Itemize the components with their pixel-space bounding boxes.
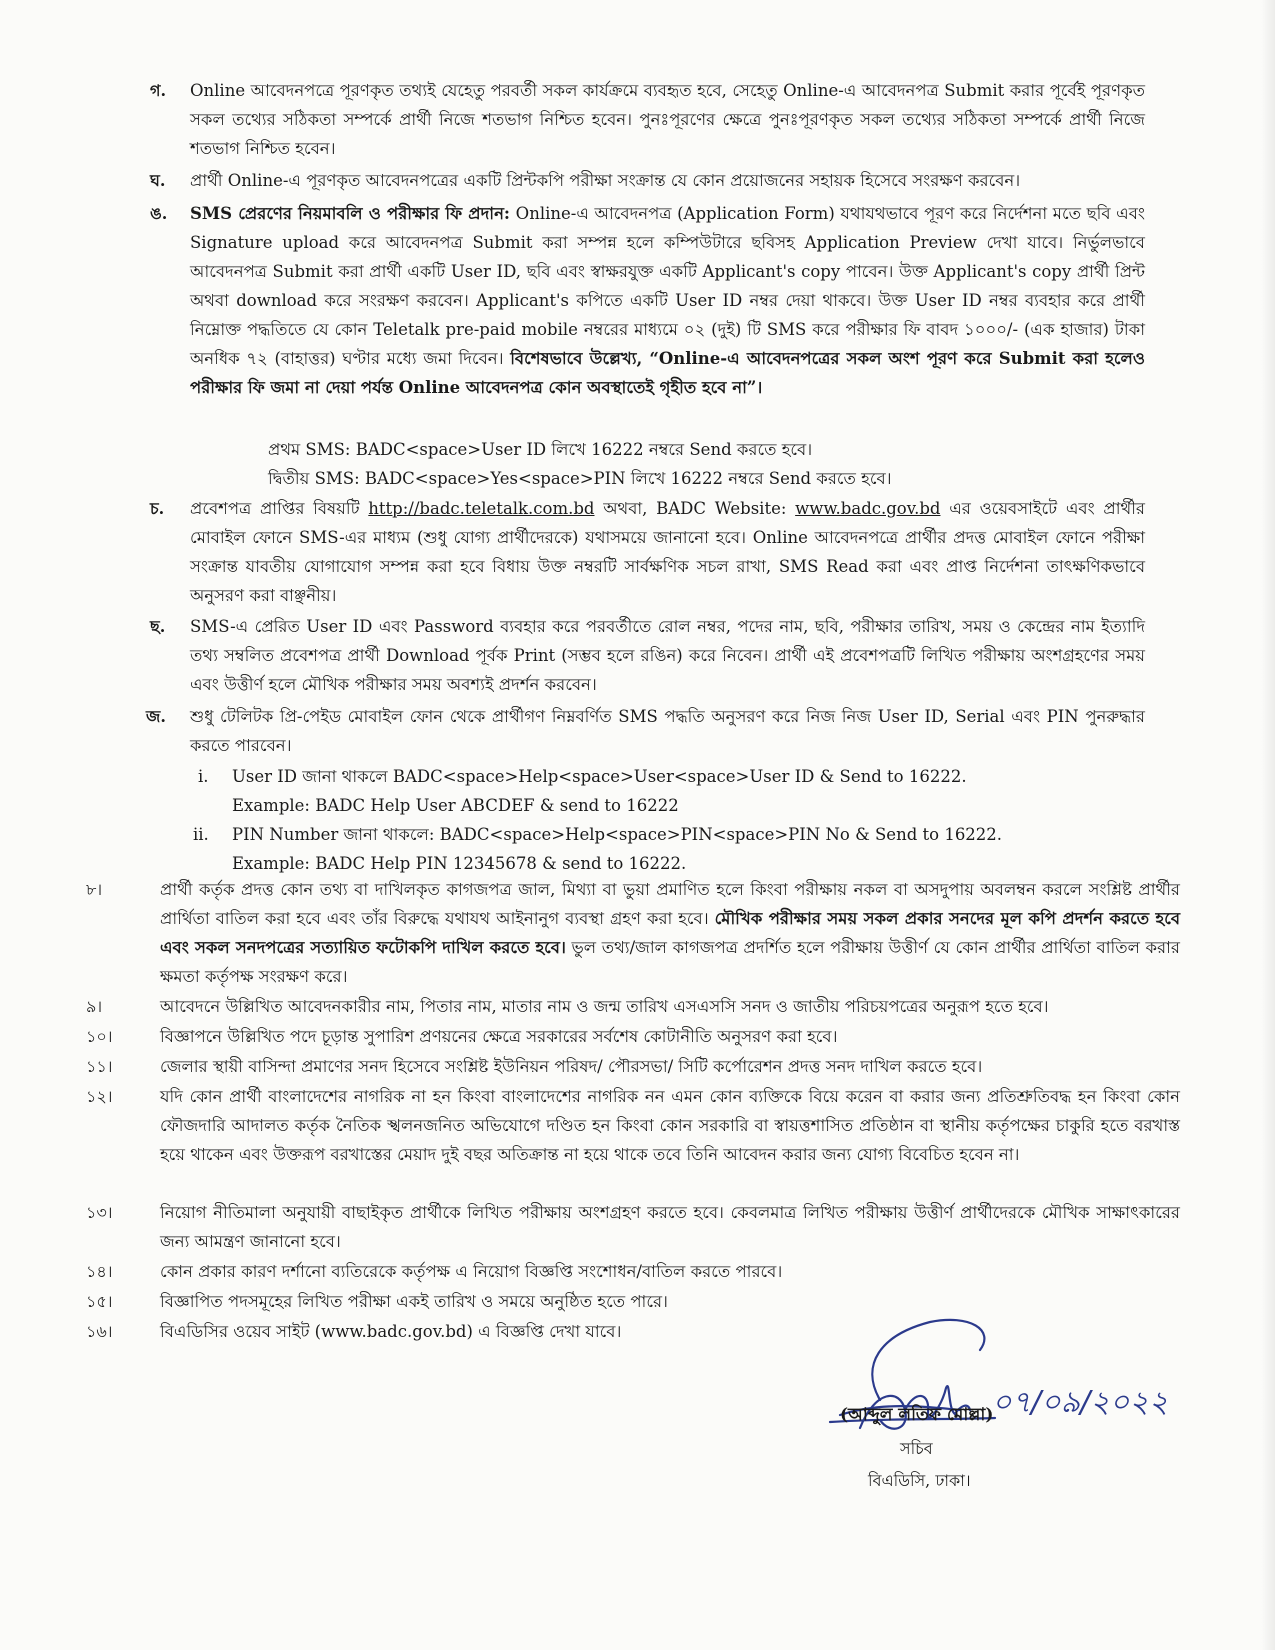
- item-text-cha: SMS-এ প্রেরিত User ID এবং Password ব্যবহার করে পরবর্তীতে রোল নম্বর, পদের নাম, ছবি, পরীক্ষার তারিখ, সময় ও কেন্দ্রের নাম ইত্যাদি তথ্য সম্বলিত প্রবেশপত্র প্রার্থী Download পূর্বক Print (সম্ভব হলে রঙিন) করে নিবেন। প্রার্থী এই প্রবেশপত্রটি লিখিত পরীক্ষায় অংশগ্রহণের সময় এবং উত্তীর্ণ হলে মৌখিক পরীক্ষার সময় অবশ্যই প্রদর্শন করবেন।: [190, 617, 1145, 694]
- sms-first-instruction: প্রথম SMS: BADC<space>User ID লিখে 16222 নম্বরে Send করতে হবে।: [268, 440, 813, 459]
- admit-card-text-c: এর ওয়েবসাইটে এবং প্রার্থীর মোবাইল ফোনে SMS-এর মাধ্যম (শুধু যোগ্য প্রার্থীদেরকে) যথাসময়ে জানানো হবে। Online আবেদনপত্রে প্রার্থীর প্রদত্ত মোবাইল ফোনে পরীক্ষা সংক্রান্ত যাবতীয় যোগাযোগ সম্পন্ন করা হবে বিধায় উক্ত নম্বরটি সার্বক্ষণিক সচল রাখা, SMS Read করা এবং প্রাপ্ত নির্দেশনা তাৎক্ষণিকভাবে অনুসরণ করা বাঞ্ছনীয়।: [190, 499, 1146, 605]
- recover-pin-by-userid: User ID জানা থাকলে BADC<space>Help<space>User<space>User ID & Send to 16222.: [232, 767, 967, 786]
- item-marker-15: ১৫।: [86, 1292, 113, 1311]
- item-text-16: বিএডিসির ওয়েব সাইট (www.badc.gov.bd) এ বিজ্ঞপ্তি দেখা যাবে।: [160, 1322, 622, 1341]
- item-8-text-b: ভুল তথ্য/জাল কাগজপত্র প্রদর্শিত হলে পরীক্ষায় উত্তীর্ণ যে কোন প্রার্থীর প্রার্থিতা বাতিল করার ক্ষমতা কর্তৃপক্ষ সংরক্ষণ করে।: [160, 938, 1180, 986]
- sub-marker-i: i.: [198, 767, 209, 786]
- item-text-ga: Online আবেদনপত্রে পূরণকৃত তথ্যই যেহেতু পরবর্তী সকল কার্যক্রমে ব্যবহৃত হবে, সেহেতু Online-এ আবেদনপত্র Submit করার পূর্বেই পূরণকৃত সকল তথ্যের সঠিকতা সম্পর্কে প্রার্থী নিজে শতভাগ নিশ্চিত হবেন। পুনঃপূরণের ক্ষেত্রে পুনঃপূরণকৃত সকল তথ্যের সঠিকতা সম্পর্কে প্রার্থী নিজে শতভাগ নিশ্চিত হবেন।: [190, 81, 1145, 158]
- sub-marker-ii: ii.: [193, 825, 209, 844]
- signatory-organization: বিএডিসি, ঢাকা।: [868, 1471, 971, 1490]
- item-8-bold: মৌখিক পরীক্ষার সময় সকল প্রকার সনদের মূল কপি প্রদর্শন করতে হবে এবং সকল সনদপত্রের সত্যায়িত ফটোকপি দাখিল করতে হবে।: [160, 909, 1181, 957]
- item-marker-16: ১৬।: [86, 1322, 113, 1341]
- item-marker-ja: জ.: [146, 707, 166, 726]
- item-marker-12: ১২।: [86, 1087, 113, 1106]
- item-marker-10: ১০।: [86, 1027, 113, 1046]
- sms-second-instruction: দ্বিতীয় SMS: BADC<space>Yes<space>PIN লিখে 16222 নম্বরে Send করতে হবে।: [268, 469, 892, 488]
- badc-website-link[interactable]: www.badc.gov.bd: [795, 499, 941, 518]
- item-marker-gha: ঘ.: [150, 171, 166, 190]
- item-text-gha: প্রার্থী Online-এ পূরণকৃত আবেদনপত্রের একটি প্রিন্টকপি পরীক্ষা সংক্রান্ত যে কোন প্রয়োজনের সহায়ক হিসেবে সংরক্ষণ করবেন।: [190, 171, 1021, 190]
- item-text-10: বিজ্ঞাপনে উল্লিখিত পদে চূড়ান্ত সুপারিশ প্রণয়নের ক্ষেত্রে সরকারের সর্বশেষ কোটানীতি অনুসরণ করা হবে।: [160, 1027, 838, 1046]
- item-marker-9: ৯।: [86, 997, 103, 1016]
- item-text-12: যদি কোন প্রার্থী বাংলাদেশের নাগরিক না হন কিংবা বাংলাদেশের নাগরিক নন এমন কোন ব্যক্তিকে বিয়ে করেন বা করার জন্য প্রতিশ্রুতিবদ্ধ হন কিংবা কোন ফৌজদারি আদালত কর্তৃক নৈতিক স্খলনজনিত অভিযোগে দণ্ডিত হন কিংবা কোন সরকারি বা স্বায়ত্তশাসিত প্রতিষ্ঠান বা স্থানীয় কর্তৃপক্ষের চাকুরি হতে বরখাস্ত হয়ে থাকেন এবং উক্তরূপ বরখাস্তের মেয়াদ দুই বছর অতিক্রান্ত না হয়ে থাকে তবে তিনি আবেদন করার জন্য যোগ্য বিবেচিত হবেন না।: [160, 1087, 1180, 1164]
- sms-rules-body: Online-এ আবেদনপত্র (Application Form) যথাযথভাবে পূরণ করে নির্দেশনা মতে ছবি এবং Signature upload করে আবেদনপত্র Submit করা সম্পন্ন হলে কম্পিউটারে ছবিসহ Application Preview দেখা যাবে। নির্ভুলভাবে আবেদনপত্র Submit করা প্রার্থী একটি User ID, ছবি এবং স্বাক্ষরযুক্ত একটি Applicant's copy পাবেন। উক্ত Applicant's copy প্রার্থী প্রিন্ট অথবা download করে সংরক্ষণ করবেন। Applicant's কপিতে একটি User ID নম্বর দেয়া থাকবে। উক্ত User ID নম্বর ব্যবহার করে প্রার্থী নিম্নোক্ত পদ্ধতিতে যে কোন Teletalk pre-paid mobile নম্বরের মাধ্যমে ০২ (দুই) টি SMS করে পরীক্ষার ফি বাবদ ১০০০/- (এক হাজার) টাকা অনধিক ৭২ (বাহাত্তর) ঘণ্টার মধ্যে জমা দিবেন।: [190, 204, 1146, 368]
- signatory-name: (আব্দুল লতিফ মোল্লা): [840, 1405, 994, 1425]
- page-edge-shadow: [1261, 0, 1275, 1650]
- item-marker-ga: গ.: [150, 81, 167, 100]
- item-text-ca: [190, 494, 1145, 610]
- admit-card-text-a: প্রবেশপত্র প্রাপ্তির বিষয়টি: [190, 499, 369, 518]
- item-marker-8: ৮।: [86, 880, 103, 899]
- item-marker-cha: ছ.: [150, 617, 166, 636]
- recover-userid-example: Example: BADC Help PIN 12345678 & send to 16222.: [232, 854, 687, 873]
- item-text-nga: [190, 199, 1145, 402]
- recover-userid-by-pin: PIN Number জানা থাকলে: BADC<space>Help<space>PIN<space>PIN No & Send to 16222.: [232, 825, 1003, 844]
- item-text-ja: শুধু টেলিটক প্রি-পেইড মোবাইল ফোন থেকে প্রার্থীগণ নিম্নবর্ণিত SMS পদ্ধতি অনুসরণ করে নিজ নিজ User ID, Serial এবং PIN পুনরুদ্ধার করতে পারবেন।: [190, 707, 1145, 755]
- recover-pin-example: Example: BADC Help User ABCDEF & send to 16222: [232, 796, 679, 815]
- item-8-text-a: প্রার্থী কর্তৃক প্রদত্ত কোন তথ্য বা দাখিলকৃত কাগজপত্র জাল, মিথ্যা বা ভুয়া প্রমাণিত হলে কিংবা পরীক্ষায় নকল বা অসদুপায় অবলম্বন করলে সংশ্লিষ্ট প্রার্থীর প্রার্থিতা বাতিল করা হবে এবং তাঁর বিরুদ্ধে যথাযথ আইনানুগ ব্যবস্থা গ্রহণ করা হবে।: [160, 880, 1180, 928]
- signature-date: ০৭/০৯/২০২২: [992, 1385, 1169, 1420]
- item-marker-nga: ঙ.: [150, 204, 168, 223]
- item-marker-ca: চ.: [150, 499, 165, 518]
- sms-rules-heading: SMS প্রেরণের নিয়মাবলি ও পরীক্ষার ফি প্রদান:: [190, 204, 511, 223]
- sms-rules-warning: বিশেষভাবে উল্লেখ্য, “Online-এ আবেদনপত্রের সকল অংশ পূরণ করে Submit করা হলেও পরীক্ষার ফি জমা না দেয়া পর্যন্ত Online আবেদনপত্র কোন অবস্থাতেই গৃহীত হবে না”।: [190, 349, 1145, 397]
- admit-card-text-b: অথবা, BADC Website:: [594, 499, 796, 518]
- item-marker-14: ১৪।: [86, 1262, 113, 1281]
- item-text-14: কোন প্রকার কারণ দর্শানো ব্যতিরেকে কর্তৃপক্ষ এ নিয়োগ বিজ্ঞপ্তি সংশোধন/বাতিল করতে পারবে।: [160, 1262, 783, 1281]
- item-marker-13: ১৩।: [86, 1203, 113, 1222]
- item-text-13: নিয়োগ নীতিমালা অনুযায়ী বাছাইকৃত প্রার্থীকে লিখিত পরীক্ষায় অংশগ্রহণ করতে হবে। কেবলমাত্র লিখিত পরীক্ষায় উত্তীর্ণ প্রার্থীদেরকে মৌখিক সাক্ষাৎকারের জন্য আমন্ত্রণ জানানো হবে।: [160, 1203, 1180, 1251]
- signatory-title: সচিব: [900, 1439, 933, 1458]
- item-text-9: আবেদনে উল্লিখিত আবেদনকারীর নাম, পিতার নাম, মাতার নাম ও জন্ম তারিখ এসএসসি সনদ ও জাতীয় পরিচয়পত্রের অনুরূপ হতে হবে।: [160, 997, 1049, 1016]
- item-text-15: বিজ্ঞাপিত পদসমূহের লিখিত পরীক্ষা একই তারিখ ও সময়ে অনুষ্ঠিত হতে পারে।: [160, 1292, 668, 1311]
- item-text-11: জেলার স্থায়ী বাসিন্দা প্রমাণের সনদ হিসেবে সংশ্লিষ্ট ইউনিয়ন পরিষদ/ পৌরসভা/ সিটি কর্পোরেশন প্রদত্ত সনদ দাখিল করতে হবে।: [160, 1057, 983, 1076]
- teletalk-link[interactable]: http://badc.teletalk.com.bd: [368, 499, 595, 518]
- item-marker-11: ১১।: [86, 1057, 113, 1076]
- item-text-8: [160, 875, 1180, 991]
